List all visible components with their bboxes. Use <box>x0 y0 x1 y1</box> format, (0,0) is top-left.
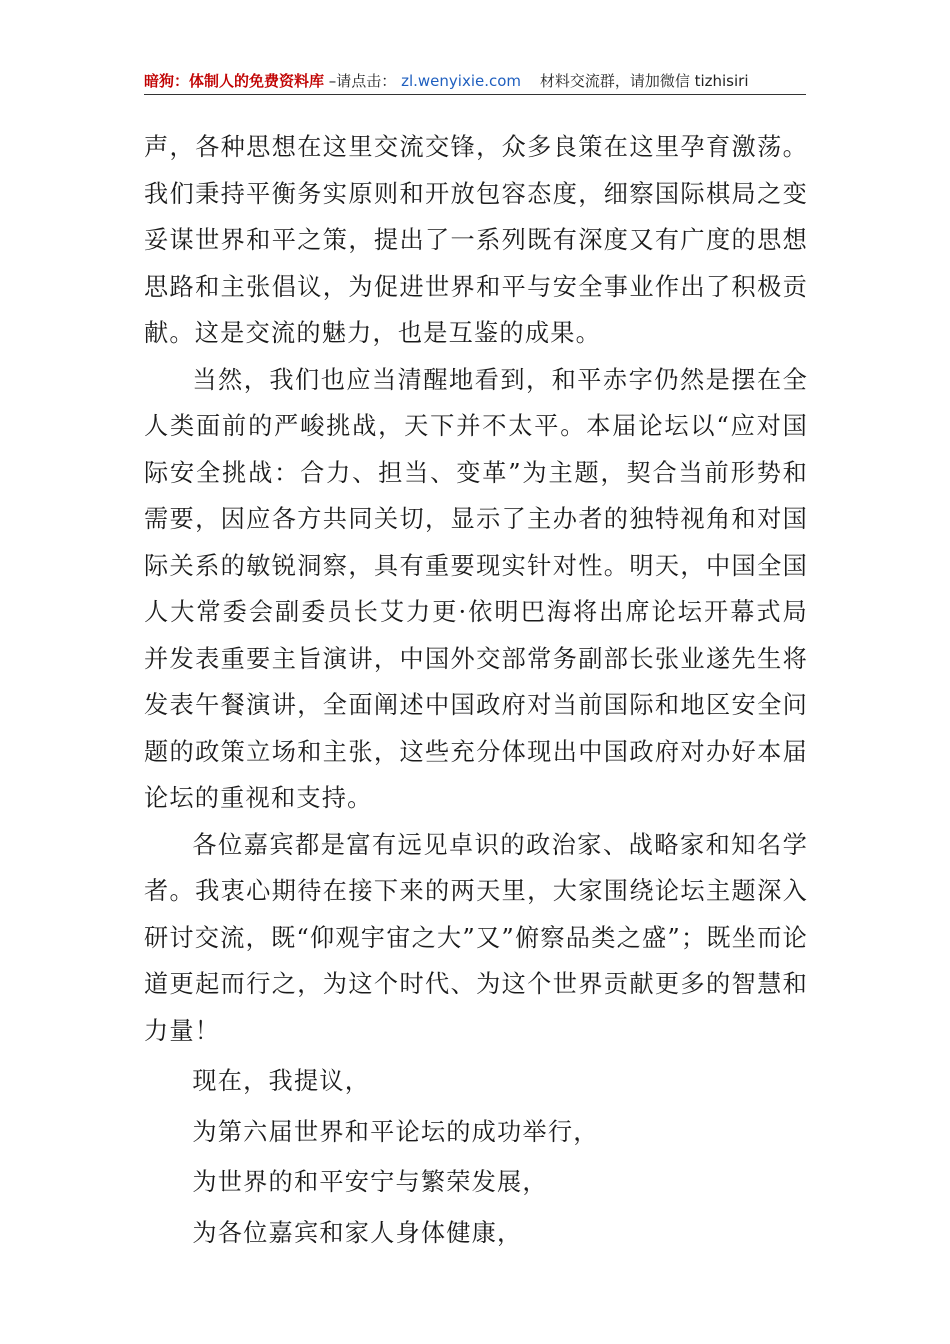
header-brand: 暗狗：体制人的免费资料库 <box>144 72 325 90</box>
toast-line: 为各位嘉宾和家人身体健康， <box>192 1218 523 1247</box>
header-link[interactable]: zl.wenyixie.com <box>401 72 522 90</box>
body-paragraph: 各位嘉宾都是富有远见卓识的政治家、战略家和知名学者。我衷心期待在接下来的两天里，大家围绕论坛主题深入研讨交流，既“仰观宇宙之大”又”俯察品类之盛”；既坐而论道更起而行之，为这个时代、为这个世界贡献更多的智慧和力量！ <box>144 830 808 1045</box>
toast-line: 现在，我提议， <box>192 1067 371 1095</box>
document-body <box>144 124 808 1256</box>
toast-line: 为世界的和平安宁与繁荣发展， <box>192 1168 548 1196</box>
toast-line: 为第六届世界和平论坛的成功举行， <box>192 1117 599 1146</box>
body-paragraph: 当然，我们也应当清醒地看到，和平赤字仍然是摆在全人类面前的严峻挑战，天下并不太平。本届论坛以“应对国际安全挑战：合力、担当、变革”为主题，契合当前形势和需要，因应各方共同关切，显示了主办者的独特视角和对国际关系的敏锐洞察，具有重要现实针对性。明天，中国全国人大常委会副委员长艾力更·依明巴海将出席论坛开幕式局并发表重要主旨演讲，中国外交部常务副部长张业遂先生将发表午餐演讲，全面阐述中国政府对当前国际和地区安全问题的政策立场和主张，这些充分体现出中国政府对办好本届论坛的重视和支持。 <box>144 365 808 812</box>
body-paragraph: 声，各种思想在这里交流交锋，众多良策在这里孕育激荡。我们秉持平衡务实原则和开放包容态度，细察国际棋局之变妥谋世界和平之策，提出了一系列既有深度又有广度的思想思路和主张倡议，为促进世界和平与安全事业作出了积极贡献。这是交流的魅力，也是互鉴的成果。 <box>144 133 808 347</box>
header-contact: 材料交流群，请加微信 tizhisiri <box>539 72 749 90</box>
page-header <box>144 68 806 95</box>
header-prompt: –请点击： <box>328 72 397 90</box>
